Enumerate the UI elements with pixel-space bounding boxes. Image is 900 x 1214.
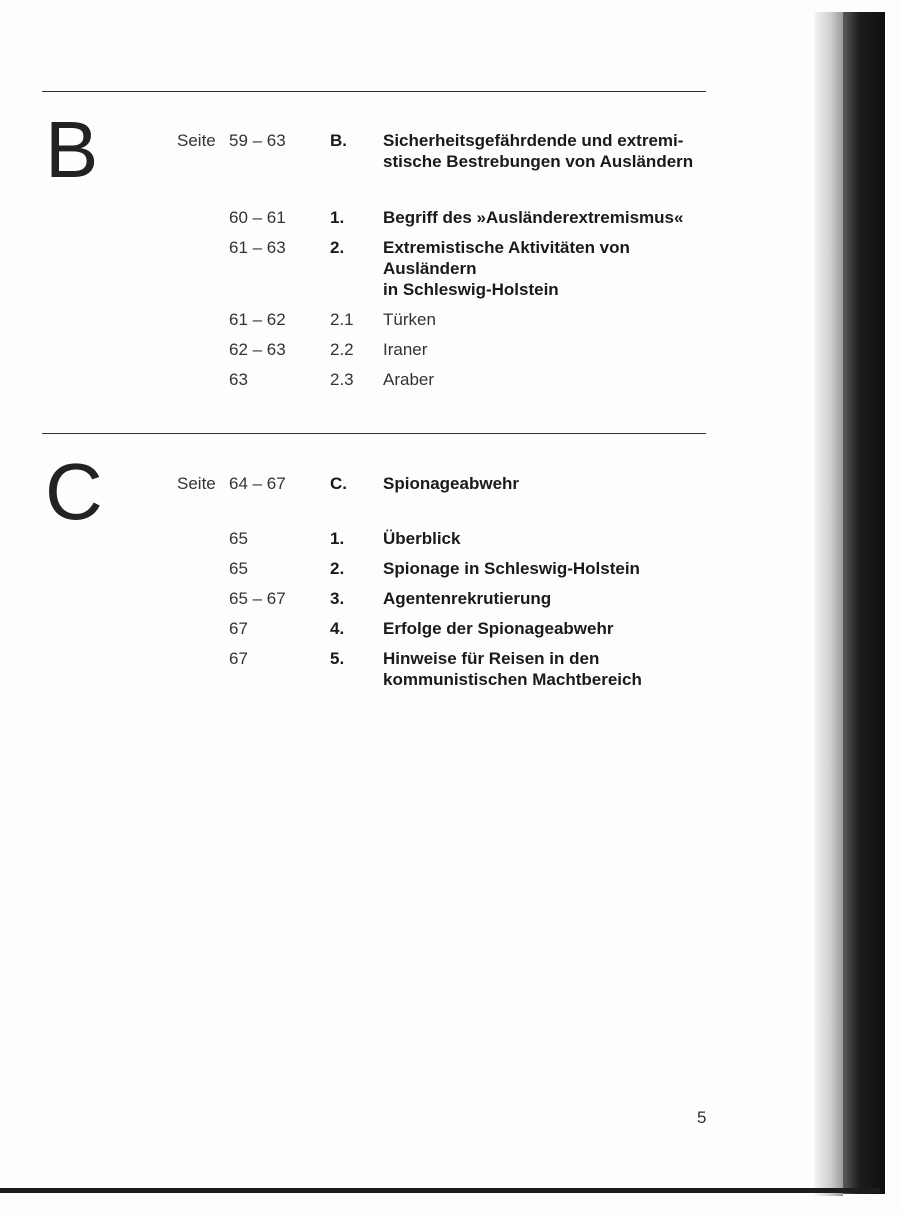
section-page-range: 59 – 63 [229,131,286,150]
entry-pages: 62 – 63 [229,340,286,359]
entry-pages: 65 – 67 [229,589,286,608]
section-letter: C [45,447,103,536]
entry-pages: 60 – 61 [229,208,286,227]
entry-pages: 61 – 62 [229,310,286,329]
page-number: 5 [697,1108,707,1127]
section-letter: B [45,105,99,194]
entry-number: 2.3 [330,370,354,389]
seite-label: Seite [177,474,216,493]
page-bottom-edge [0,1188,880,1193]
entry-title: Hinweise für Reisen in den [383,649,600,668]
entry-title: Iraner [383,340,428,359]
entry-title: Erfolge der Spionageabwehr [383,619,614,638]
section-divider [42,91,706,92]
entry-pages: 67 [229,649,248,668]
entry-title: Spionage in Schleswig-Holstein [383,559,640,578]
entry-number: 1. [330,208,345,227]
entry-number: 2. [330,559,345,578]
entry-number: 3. [330,589,345,608]
section-title-line: Sicherheitsgefährdende und extremi- [383,131,684,150]
seite-label: Seite [177,131,216,150]
entry-pages: 61 – 63 [229,238,286,257]
entry-title: Agentenrekrutierung [383,589,552,608]
entry-number: 4. [330,619,345,638]
entry-title: Türken [383,310,436,329]
entry-number: 2.1 [330,310,354,329]
entry-pages: 67 [229,619,248,638]
entry-title: Araber [383,370,435,389]
book-binding-shadow [815,12,843,1196]
entry-title: Überblick [383,529,461,548]
entry-title: Begriff des »Ausländerextremismus« [383,208,684,227]
entry-number: 2. [330,238,345,257]
section-page-range: 64 – 67 [229,474,286,493]
entry-pages: 65 [229,559,248,578]
entry-pages: 63 [229,370,248,389]
section-title-line: Spionageabwehr [383,474,520,493]
entry-number: 5. [330,649,345,668]
section-divider [42,433,706,434]
entry-title: Extremistische Aktivitäten von [383,238,630,257]
entry-title: in Schleswig-Holstein [383,280,559,299]
entry-number: 2.2 [330,340,354,359]
entry-title: kommunistischen Machtbereich [383,670,642,689]
section-number: B. [330,131,347,150]
section-title-line: stische Bestrebungen von Ausländern [383,152,694,171]
book-spine [843,12,885,1194]
entry-number: 1. [330,529,345,548]
entry-pages: 65 [229,529,248,548]
entry-title: Ausländern [383,259,477,278]
section-number: C. [330,474,347,493]
